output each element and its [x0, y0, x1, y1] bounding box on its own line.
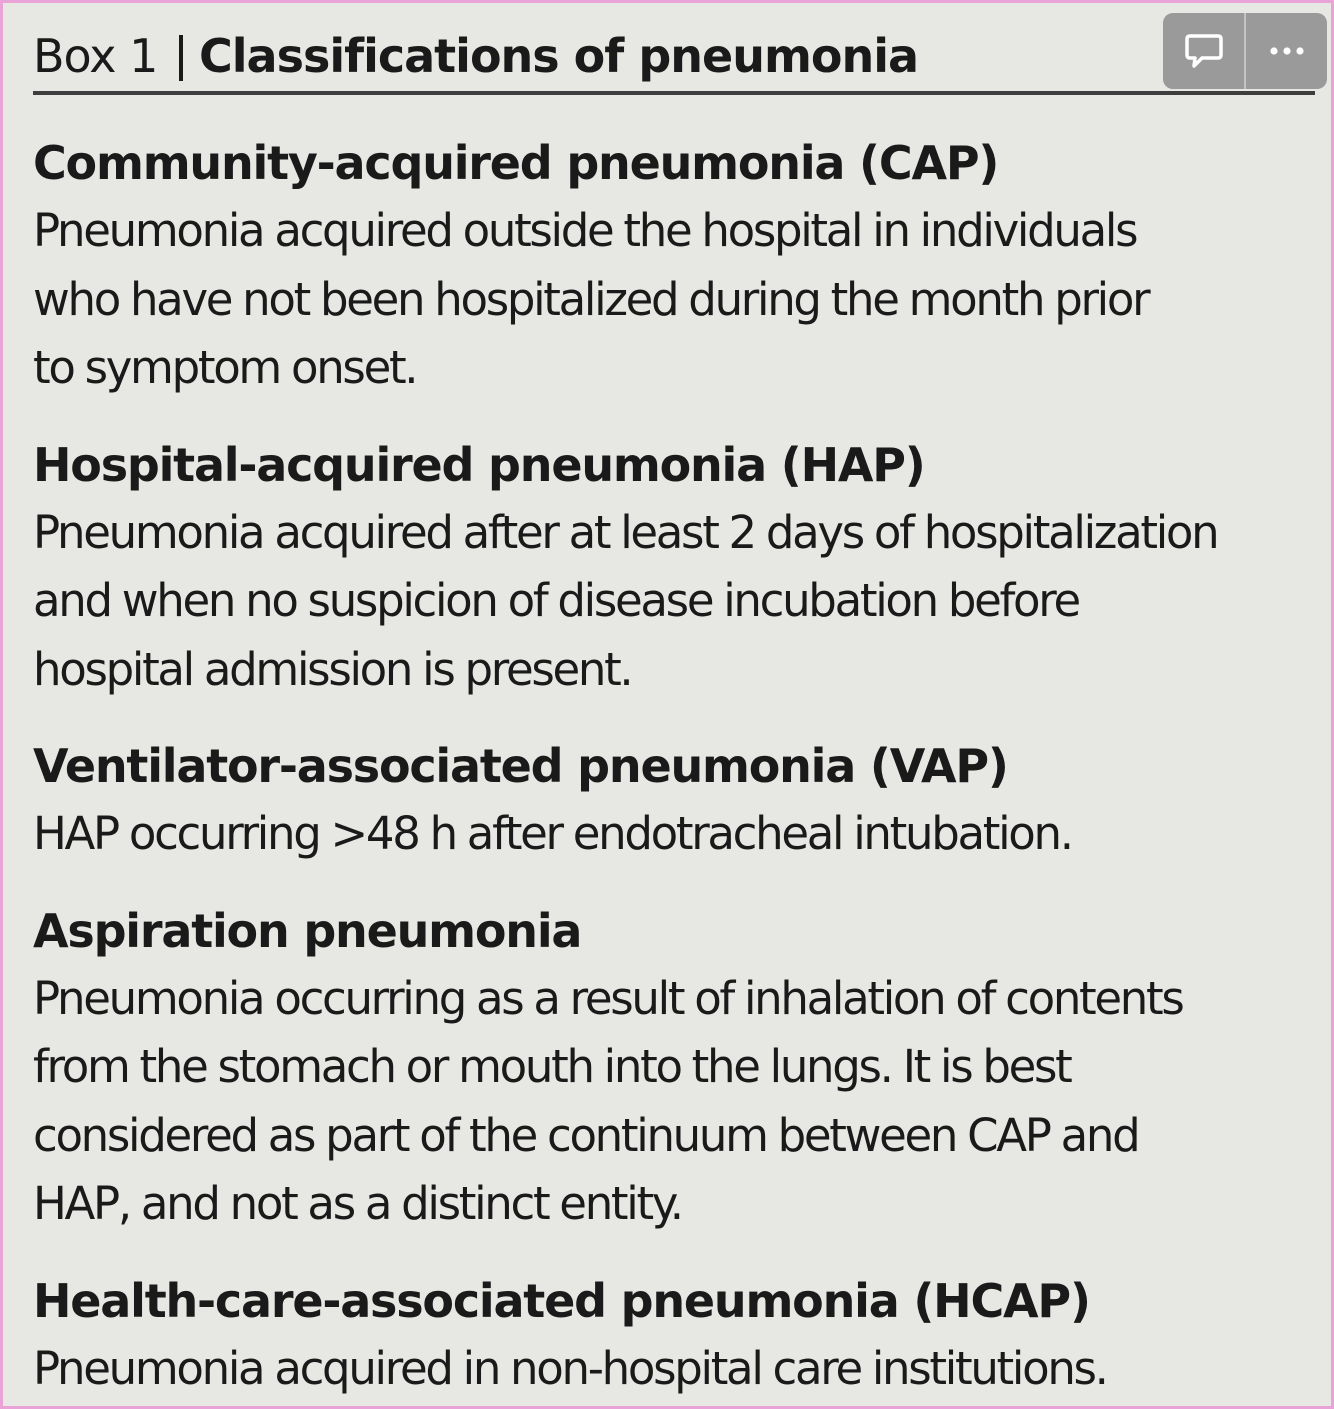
description-line: and when no suspicion of disease incubation before [33, 574, 1079, 627]
entry-heading: Aspiration pneumonia [33, 903, 582, 958]
box-header [33, 21, 1315, 95]
description-line: to symptom onset. [33, 341, 417, 394]
entry-description [33, 197, 1323, 403]
entry-heading: Health-care-associated pneumonia (HCAP) [33, 1273, 1090, 1328]
box-title: Classifications of pneumonia [199, 29, 919, 83]
entry-hcap [33, 1267, 1323, 1404]
description-line: Pneumonia acquired in non-hospital care institutions. [33, 1341, 1107, 1395]
more-options-button[interactable] [1244, 13, 1327, 89]
entry-vap [33, 732, 1323, 869]
description-line: Pneumonia acquired outside the hospital in individuals [33, 204, 1137, 257]
description-line: HAP occurring >48 h after endotracheal intubation. [33, 807, 1072, 860]
entry-description [33, 965, 1323, 1239]
box-content [33, 129, 1323, 1403]
entry-hap [33, 431, 1323, 705]
description-line: hospital admission is present. [33, 642, 632, 696]
description-line: from the stomach or mouth into the lungs. It is best [33, 1040, 1071, 1093]
entry-cap [33, 129, 1323, 403]
entry-description [33, 800, 1323, 869]
entry-description [33, 1335, 1323, 1404]
description-line: considered as part of the continuum between CAP and [33, 1108, 1139, 1162]
entry-description [33, 499, 1323, 705]
entry-heading: Hospital-acquired pneumonia (HAP) [33, 437, 925, 492]
speech-bubble-icon [1182, 29, 1226, 73]
comment-button[interactable] [1163, 13, 1244, 89]
description-line: Pneumonia occurring as a result of inhalation of contents [33, 971, 1183, 1025]
description-line: HAP, and not as a distinct entity. [33, 1177, 682, 1230]
box-label: Box 1 [33, 29, 158, 83]
description-line: who have not been hospitalized during the month prior [33, 272, 1149, 326]
ellipsis-icon [1265, 29, 1309, 73]
header-separator [179, 35, 183, 81]
floating-toolbar [1163, 13, 1327, 89]
entry-aspiration [33, 897, 1323, 1239]
description-line: Pneumonia acquired after at least 2 days of hospitalization [33, 505, 1218, 559]
entry-heading: Community-acquired pneumonia (CAP) [33, 136, 999, 190]
entry-heading: Ventilator-associated pneumonia (VAP) [33, 739, 1008, 793]
